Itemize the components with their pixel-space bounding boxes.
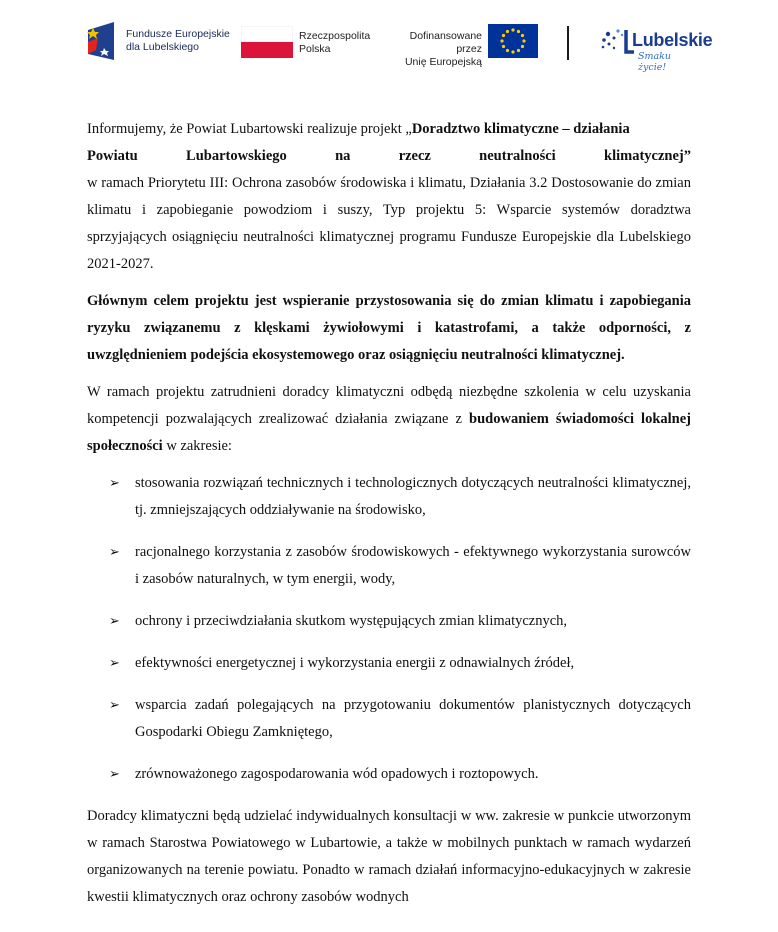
lubelskie-wordmark: Lubelskie xyxy=(632,30,713,50)
rp-text-line-1: Rzeczpospolita xyxy=(299,30,371,42)
eu-text-line-1: Dofinansowane przez xyxy=(409,30,482,55)
training-text-1: W ramach projektu zatrudnieni doradcy klimatyczni odbędą niezbędne szkolenia w celu uzyskania kompetencji pozwalających zrealizować działania związane z xyxy=(87,384,691,427)
list-item xyxy=(87,650,691,677)
title-word-1: Powiatu xyxy=(87,148,138,164)
lubelskie-emblem-icon xyxy=(600,26,634,56)
list-item xyxy=(87,692,691,746)
fundusze-europejskie-logo xyxy=(84,20,234,64)
title-word-4: rzecz xyxy=(398,148,431,164)
intro-lead-text: Informujemy, że Powiat Lubartowski realizuje projekt „ xyxy=(87,121,412,137)
fe-text-line-2: dla Lubelskiego xyxy=(126,41,199,53)
list-item-text: zrównoważonego zagospodarowania wód opadowych i roztopowych. xyxy=(135,766,539,782)
eu-cofinancing-logo xyxy=(384,24,544,68)
eu-cofinancing-text xyxy=(384,30,482,69)
list-item xyxy=(87,539,691,593)
list-item xyxy=(87,470,691,524)
intro-lead xyxy=(87,116,630,143)
title-word-3: na xyxy=(335,148,351,164)
list-item-text: stosowania rozwiązań technicznych i technologicznych dotyczących neutralności klimatycznej, tj. zmniejszających oddziaływanie na środowisko, xyxy=(135,475,691,518)
closing-paragraph: Doradcy klimatyczni będą udzielać indywidualnych konsultacji w ww. zakresie w punkcie utworzonym w ramach Starostwa Powiatowego w Lubartowie, a także w mobilnych punktach w ramach wydarzeń organizowanych na terenie powiatu. Ponadto w ramach działań informacyjno-edukacyjnych w zakresie kwestii klimatycznych oraz ochrony zasobów wodnych xyxy=(87,808,691,905)
title-word-6: klimatycznej” xyxy=(604,148,691,164)
document-body xyxy=(87,116,691,921)
arrow-bullet-icon: ➢ xyxy=(109,698,120,713)
title-word-2: Lubartowskiego xyxy=(186,148,287,164)
list-item-text: racjonalnego korzystania z zasobów środowiskowych - efektywnego wykorzystania surowców i zasobów naturalnych, w tym energii, wody, xyxy=(135,544,691,587)
eu-text-line-2: Unię Europejską xyxy=(404,56,482,68)
intro-paragraph xyxy=(87,116,691,278)
intro-first-line xyxy=(87,116,691,143)
scope-list xyxy=(87,470,691,788)
logo-separator xyxy=(567,26,569,60)
list-item-text: wsparcia zadań polegających na przygotowaniu dokumentów planistycznych dotyczących Gospodarki Obiegu Zamkniętego, xyxy=(135,697,691,740)
list-item xyxy=(87,761,691,788)
title-word-5: neutralności xyxy=(479,148,556,164)
polish-flag-icon xyxy=(241,26,293,58)
arrow-bullet-icon: ➢ xyxy=(109,656,120,671)
fe-text-line-1: Fundusze Europejskie xyxy=(126,28,230,40)
list-item xyxy=(87,608,691,635)
rp-text-line-2: Polska xyxy=(299,43,331,55)
training-paragraph xyxy=(87,379,691,460)
arrow-bullet-icon: ➢ xyxy=(109,614,120,629)
project-title-part-1: Doradztwo klimatyczne – działania xyxy=(411,121,630,137)
lubelskie-logo xyxy=(600,20,713,73)
lubelskie-slogan: Smaku życie! xyxy=(638,51,672,73)
rzeczpospolita-polska-text xyxy=(299,30,370,56)
training-text-2: w zakresie: xyxy=(162,438,232,454)
list-item-text: efektywności energetycznej i wykorzystania energii z odnawialnych źródeł, xyxy=(135,655,575,671)
intro-rest: w ramach Priorytetu III: Ochrona zasobów środowiska i klimatu, Działania 3.2 Dostosowanie do zmian klimatu i zapobieganie powodziom i suszy, Typ projektu 5: Wsparcie systemów doradztwa sprzyjających osiągnięciu neutralności klimatycznej programu Fundusze Europejskie dla Lubelskiego 2021-2027. xyxy=(87,175,691,272)
rzeczpospolita-polska-logo xyxy=(241,26,381,60)
arrow-bullet-icon: ➢ xyxy=(109,545,120,560)
eu-flag-icon xyxy=(488,24,538,58)
list-item-text: ochrony i przeciwdziałania skutkom występujących zmian klimatycznych, xyxy=(135,613,568,629)
arrow-bullet-icon: ➢ xyxy=(109,767,120,782)
project-goal-paragraph: Głównym celem projektu jest wspieranie przystosowania się do zmian klimatu i zapobiegania ryzyku związanemu z klęskami żywiołowymi i katastrofami, a także odporności, z uwzględnieniem podejścia ekosystemowego oraz osiągnięciu neutralności klimatycznej. xyxy=(87,293,691,363)
training-bold-phrase: budowaniem świadomości lokalnej społeczności xyxy=(87,411,691,454)
fundusze-europejskie-emblem-icon xyxy=(84,20,120,64)
logo-bar xyxy=(84,12,713,73)
fundusze-europejskie-text xyxy=(126,28,230,54)
project-title-line-2 xyxy=(87,143,691,170)
arrow-bullet-icon: ➢ xyxy=(109,476,120,491)
